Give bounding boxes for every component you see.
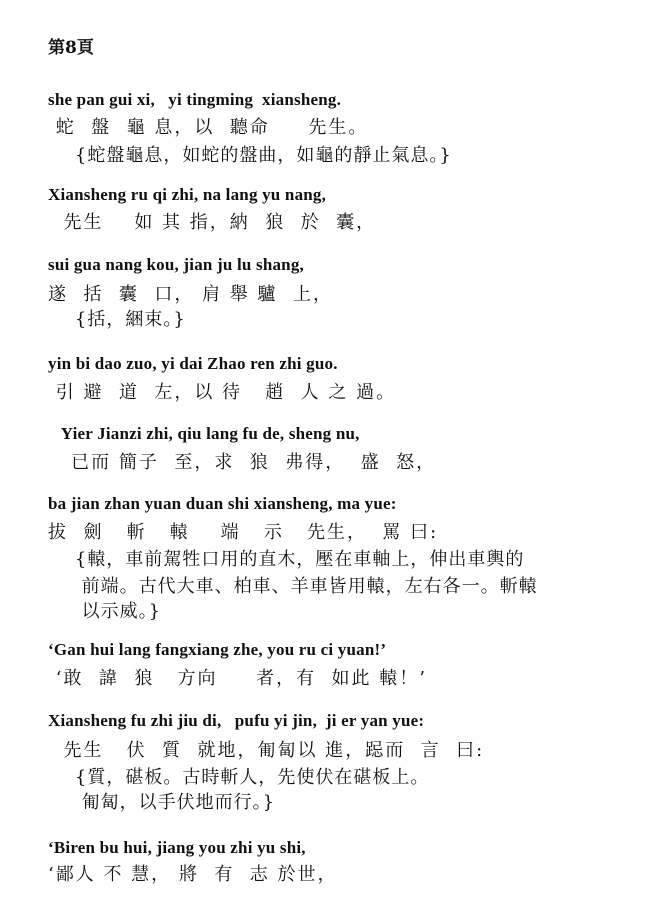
- annotation-line: {質，碪板。古時斬人，先使伏在碪板上。: [48, 767, 430, 788]
- annotation-line: {轅，車前駕牲口用的直木，壓在車軸上，伸出車輿的: [48, 549, 525, 570]
- chinese-line: 已而 簡子 至，求 狼 弗得， 盛 怒，: [48, 452, 437, 473]
- pinyin-line: Xiansheng fu zhi jiu di, pufu yi jin, ji er yan yue:: [48, 711, 425, 730]
- pinyin-line: yin bi dao zuo, yi dai Zhao ren zhi guo.: [48, 354, 338, 373]
- chinese-line: 拔 劍 斬 轅 端 示 先生， 罵 曰:: [48, 522, 439, 543]
- chinese-line: ‘鄙人 不 慧， 將 有 志 於世，: [48, 864, 338, 885]
- pinyin-line: ‘Biren bu hui, jiang you zhi yu shi,: [48, 838, 306, 857]
- chinese-line: 蛇 盤 龜 息，以 聽命 先生。: [48, 117, 369, 138]
- annotation-line: {蛇盤龜息，如蛇的盤曲，如龜的靜止氣息。}: [48, 145, 452, 166]
- pinyin-line: Xiansheng ru qi zhi, na lang yu nang,: [48, 185, 327, 204]
- pinyin-line: sui gua nang kou, jian ju lu shang,: [48, 255, 304, 274]
- annotation-line: 前端。古代大車、柏車、羊車皆用轅，左右各一。斬轅: [48, 576, 538, 597]
- annotation-line: {括，綑束。}: [48, 309, 186, 330]
- chinese-line: 先生 如 其 指，納 狼 於 囊，: [48, 212, 377, 233]
- chinese-line: 先生 伏 質 就地，匍匐以 進，跽而 言 曰:: [48, 740, 485, 761]
- chinese-line: 引 避 道 左，以 待 趙 人 之 過。: [48, 382, 397, 403]
- annotation-line: 匍匐，以手伏地而行。}: [48, 792, 276, 813]
- pinyin-line: ba jian zhan yuan duan shi xiansheng, ma yue:: [48, 494, 397, 513]
- page-number: 第8頁: [48, 38, 94, 58]
- annotation-line: 以示威。}: [48, 601, 162, 622]
- pinyin-line: ‘Gan hui lang fangxiang zhe, you ru ci yuan!’: [48, 640, 387, 659]
- pinyin-line: she pan gui xi, yi tingming xiansheng.: [48, 90, 342, 109]
- pinyin-line: Yier Jianzi zhi, qiu lang fu de, sheng nu,: [48, 424, 360, 443]
- chinese-line: ‘敢 諱 狼 方向 者，有 如此 轅！’: [48, 668, 427, 689]
- chinese-line: 遂 括 囊 口， 肩 舉 驢 上，: [48, 284, 333, 305]
